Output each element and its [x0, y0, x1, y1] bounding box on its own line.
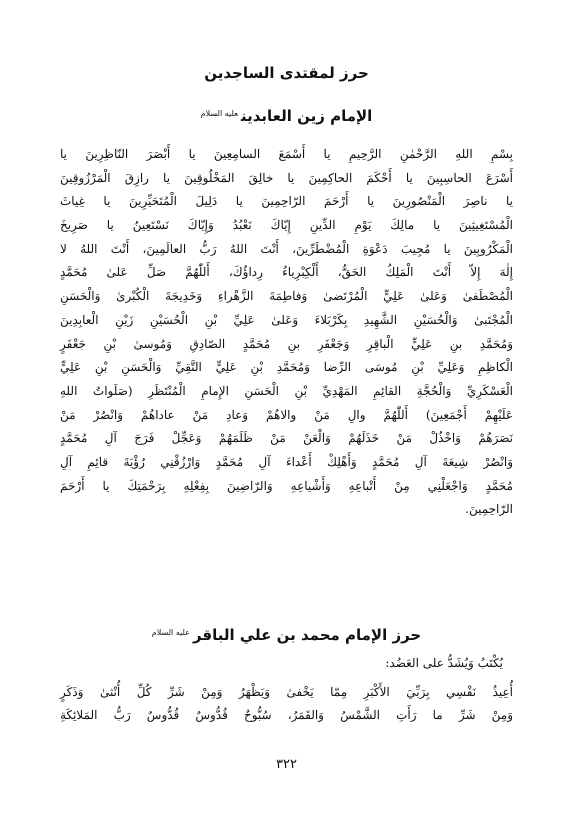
- text-line: يا ناصِرَ الْمَنْصُورِينَ يا أَرْحَمَ الرّاحِمِينَ يا دَلِيلَ الْمُتَحَيِّرِينَ يا غِياثَ: [60, 194, 513, 209]
- section-heading-text: الإمام زين العابدين: [240, 107, 373, 125]
- text-line: الْمَكْرُوبِينَ يا مُجِيبَ دَعْوَةِ الْمُضْطَرِّينَ، أَنْتَ اللهُ رَبُّ العالَمِينَ، أَنْتَ اللهُ لا: [60, 241, 513, 256]
- instruction-line: يُكْتَبُ وَيُشَدُّ على العَضُد:: [385, 656, 503, 670]
- text-line: الرّاحِمِينَ.: [465, 502, 513, 517]
- page-number: ٣٢٢: [276, 757, 297, 772]
- prayer-text-al-baqir: [60, 652, 513, 728]
- section-heading-text: حرز الإمام محمد بن علي الباقر: [192, 626, 422, 644]
- honorific-mark: عليه السلام: [200, 109, 238, 118]
- text-line: الْكاظِمِ وَعَلِيِّ بْنِ مُوسَى الرِّضا وَمُحَمَّدِ بْنِ عَلِيٍّ التَّقِيِّ وَالْحَسَنِ بْنِ عَلِيٍّ: [60, 360, 513, 375]
- text-line: وَمِنْ شَرِّ ما رَأَتِ الشَّمْسُ وَالقَمَرُ، سُبُّوحٌ قُدُّوسٌ قُدُّوسٌ رَبُّ المَلائِكَةِ: [60, 708, 513, 723]
- section-heading-zayn-al-abidin: [60, 107, 513, 125]
- text-line: وَانْصُرْ شِيعَةَ آلِ مُحَمَّدٍ وَأَهْلِكْ أَعْداءَ آلِ مُحَمَّدٍ وَارْزُقْنِي رُؤْيَةَ قائِمِ آلِ: [60, 454, 513, 469]
- honorific-mark: عليه السلام: [151, 628, 190, 637]
- text-line: بِسْمِ اللهِ الرَّحْمٰنِ الرَّحِيمِ يا أَسْمَعَ السامِعِينَ يا أَبْصَرَ النّاظِرِينَ يا: [60, 147, 513, 161]
- text-line: وَمُحَمَّدِ بنِ عَلِيٍّ الْباقِرِ وَجَعْفَرِ بنِ مُحَمَّدٍ الصّادِقِ وَمُوسىٰ بْنِ جَعْفَرٍ: [60, 336, 513, 351]
- text-line: أَسْرَعَ الحاسِبِينَ يا أَحْكَمَ الحاكِمِينَ يا خالِقَ المَخْلُوقِينَ يا رازِقَ الْمَرْزُوقِينَ: [60, 170, 513, 185]
- text-line: الْمُجْتَبىٰ وَالْحُسَيْنِ الشَّهِيدِ بِكَرْبَلاءَ وَعَلىٰ عَلِيِّ بْنِ الْحُسَيْنِ زَيْنِ الْعابِدِينَ: [60, 312, 513, 327]
- page-title: حرز لمقتدى الساجدين: [204, 64, 369, 82]
- text-line: أُعِيذُ نَفْسِي بِرَبِّيَ الأَكْبَرِ مِمّا يَخْفىٰ وَيَظْهَرُ وَمِنْ شَرِّ كُلِّ أُنْثىٰ وَذَكَرٍ: [60, 684, 513, 699]
- section-heading-al-baqir: [60, 626, 513, 644]
- text-line: الْمُسْتَغِيثِينَ يا مالِكَ يَوْمِ الدِّينِ إِيّاكَ نَعْبُدُ وَإِيّاكَ نَسْتَعِينُ يا صَرِيخَ: [60, 218, 513, 233]
- text-line: نَصَرَهُمْ وَاخْذُلْ مَنْ خَذَلَهُمْ وَالْعَنْ مَنْ ظَلَمَهُمْ وَعَجِّلْ فَرَجَ آلِ مُحَمَّدٍ: [60, 431, 513, 446]
- text-line: الْمُصْطَفىٰ وَعَلىٰ عَلِيٍّ الْمُرْتَضىٰ وَفاطِمَةَ الزَّهْراءِ وَخَدِيجَةَ الْكُبْرىٰ وَالْحَسَنِ: [60, 289, 513, 304]
- text-line: الْعَسْكَرِيِّ وَالْحُجَّةِ القائِمِ المَهْدِيِّ بْنِ الْحَسَنِ الإِمامِ الْمُنْتَظَرِ (صَلَواتُ اللهِ: [60, 383, 513, 398]
- text-line: عَلَيْهِمْ أَجْمَعِينَ) أَللّٰهُمَّ والِ مَنْ والاهُمْ وَعادِ مَنْ عاداهُمْ وَانْصُرْ مَنْ: [60, 407, 513, 422]
- text-line: مُحَمَّدٍ وَاجْعَلْنِي مِنْ أَتْباعِهِ وَأَشْياعِهِ وَالرّاضِينَ بِفِعْلِهِ بِرَحْمَتِكَ يا أَرْحَمَ: [60, 478, 513, 493]
- text-line: إِلٰهَ إِلاّ أَنْتَ الْمَلِكُ الحَقُّ، أَلْكِبْرِياءُ رِداؤُكَ، أَللّٰهُمَّ صَلِّ عَلىٰ مُحَمَّدٍ: [60, 265, 513, 280]
- prayer-text-zayn-al-abidin: [60, 143, 513, 522]
